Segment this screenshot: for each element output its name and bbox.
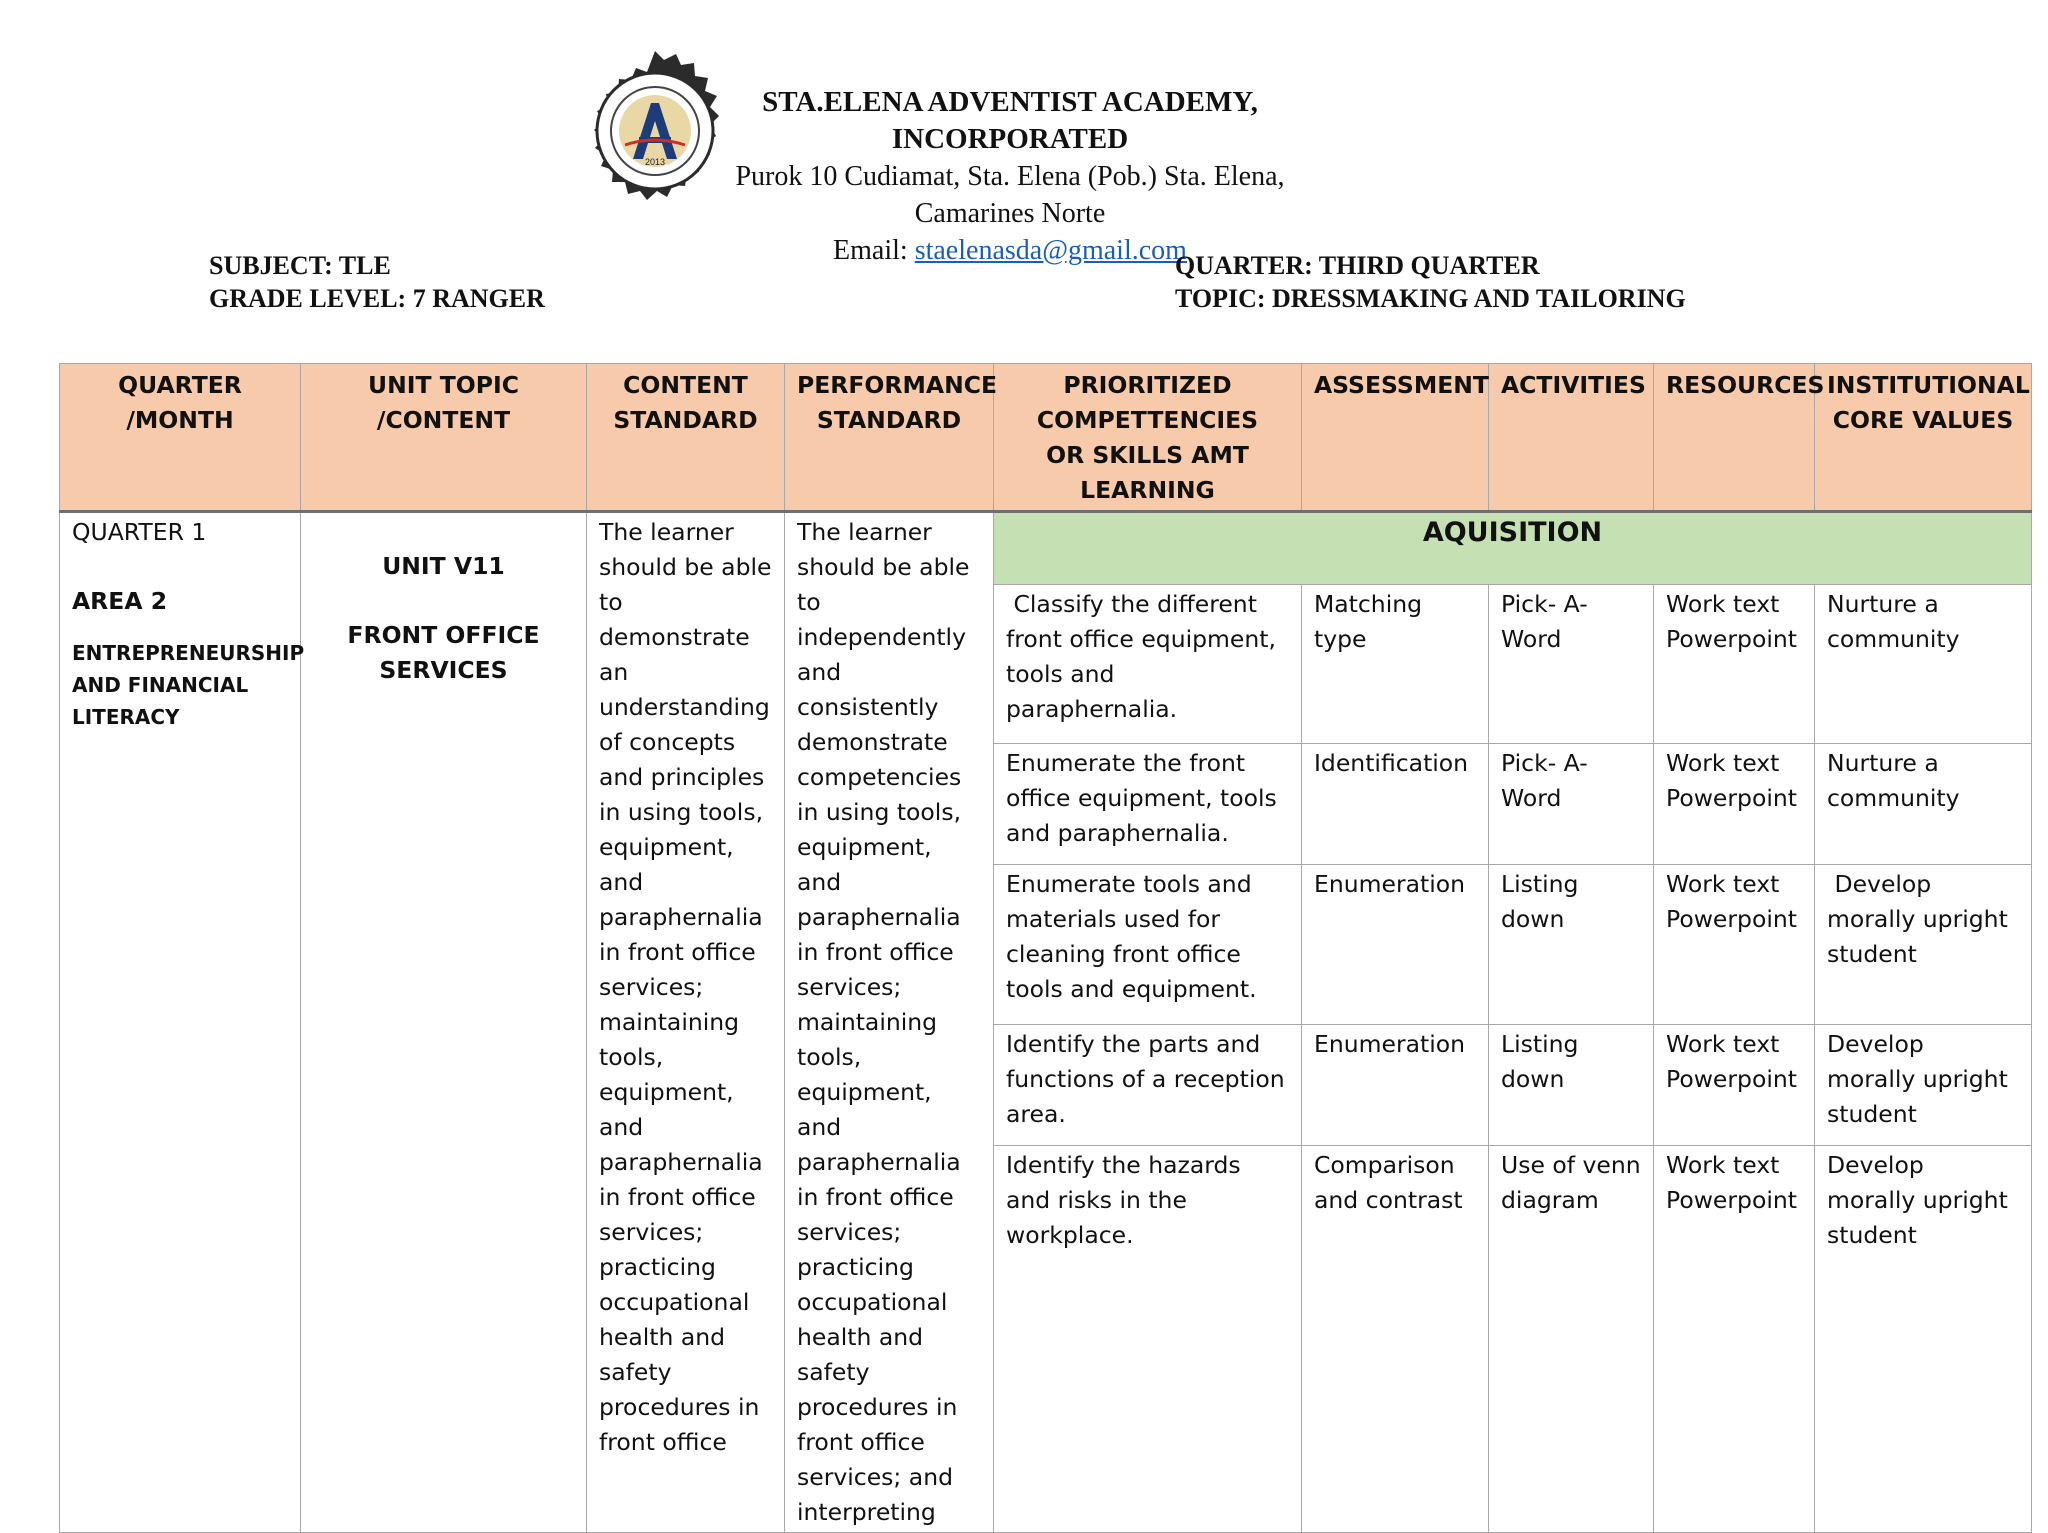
core-value-cell: Develop morally upright student (1815, 1145, 2032, 1532)
performance-standard-cell: The learner should be able to independently and consistently demonstrate competencies in using tools, equipment, and paraphernalia in front office services; maintaining tools, equipment, and paraphernalia in front office services; practicing occupational health and safety procedures in front office services; and interpreting (785, 512, 994, 1533)
quarter-label: QUARTER: THIRD QUARTER (1175, 251, 1540, 280)
school-header (700, 84, 1320, 269)
curriculum-table (59, 363, 2032, 1533)
col-header-assessment: ASSESSMENT (1302, 364, 1489, 512)
meta-left (209, 249, 545, 315)
col-header-core-values: INSTITUTIONAL CORE VALUES (1815, 364, 2032, 512)
competency-cell: Identify the parts and functions of a reception area. (994, 1024, 1302, 1145)
activity-cell: Pick- A-Word (1489, 584, 1654, 744)
resources-cell: Work text Powerpoint (1654, 1024, 1815, 1145)
assessment-cell: Enumeration (1302, 865, 1489, 1025)
activity-cell: Use of venn diagram (1489, 1145, 1654, 1532)
core-value-cell: Nurture a community (1815, 744, 2032, 865)
competency-cell: Identify the hazards and risks in the workplace. (994, 1145, 1302, 1532)
meta-right (1175, 249, 1686, 315)
content-standard-cell: The learner should be able to demonstrate an understanding of concepts and principles in using tools, equipment, and paraphernalia in front office services; maintaining tools, equipment, and paraphernalia in front office services; practicing occupational health and safety procedures in front office (587, 512, 785, 1533)
competency-cell: Classify the different front office equipment, tools and paraphernalia. (994, 584, 1302, 744)
quarter-text: QUARTER 1 (72, 518, 207, 546)
email-label: Email: (833, 235, 908, 266)
competency-cell: Enumerate tools and materials used for cleaning front office tools and equipment. (994, 865, 1302, 1025)
competency-cell: Enumerate the front office equipment, tools and paraphernalia. (994, 744, 1302, 865)
quarter-cell (60, 512, 305, 1533)
area-text: AREA 2 (72, 587, 168, 615)
topic-label: TOPIC: DRESSMAKING AND TAILORING (1175, 284, 1686, 313)
grade-level-label: GRADE LEVEL: 7 RANGER (209, 284, 545, 313)
core-value-cell: Nurture a community (1815, 584, 2032, 744)
email-link[interactable]: staelenasda@gmail.com (914, 235, 1187, 266)
activity-cell: Listing down (1489, 865, 1654, 1025)
col-header-unit-topic: UNIT TOPIC /CONTENT (301, 364, 587, 512)
resources-cell: Work text Powerpoint (1654, 584, 1815, 744)
school-name: STA.ELENA ADVENTIST ACADEMY, INCORPORATED (762, 86, 1258, 155)
core-value-cell: Develop morally upright student (1815, 865, 2032, 1025)
assessment-cell: Enumeration (1302, 1024, 1489, 1145)
unit-cell (301, 512, 587, 1533)
unit-text: UNIT V11 (382, 552, 505, 580)
assessment-cell: Matching type (1302, 584, 1489, 744)
school-address: Purok 10 Cudiamat, Sta. Elena (Pob.) Sta. Elena, Camarines Norte (735, 161, 1285, 229)
assessment-cell: Comparison and contrast (1302, 1145, 1489, 1532)
area-name-text: ENTREPRENEURSHIP AND FINANCIAL LITERACY (72, 641, 305, 729)
activity-cell: Listing down (1489, 1024, 1654, 1145)
table-row (60, 512, 2032, 585)
table-header-row (60, 364, 2032, 512)
resources-cell: Work text Powerpoint (1654, 744, 1815, 865)
col-header-performance-standard: PERFORMANCE STANDARD (785, 364, 994, 512)
resources-cell: Work text Powerpoint (1654, 865, 1815, 1025)
activity-cell: Pick- A-Word (1489, 744, 1654, 865)
col-header-competencies: PRIORITIZED COMPETTENCIES OR SKILLS AMT LEARNING (994, 364, 1302, 512)
acquisition-section-label: AQUISITION (994, 512, 2032, 585)
subject-label: SUBJECT: TLE (209, 251, 391, 280)
col-header-activities: ACTIVITIES (1489, 364, 1654, 512)
col-header-content-standard: CONTENT STANDARD (587, 364, 785, 512)
core-value-cell: Develop morally upright student (1815, 1024, 2032, 1145)
svg-text:2013: 2013 (644, 157, 666, 167)
resources-cell: Work text Powerpoint (1654, 1145, 1815, 1532)
col-header-resources: RESOURCES (1654, 364, 1815, 512)
unit-name-text: FRONT OFFICE SERVICES (347, 621, 540, 684)
assessment-cell: Identification (1302, 744, 1489, 865)
col-header-quarter: QUARTER /MONTH (60, 364, 301, 512)
